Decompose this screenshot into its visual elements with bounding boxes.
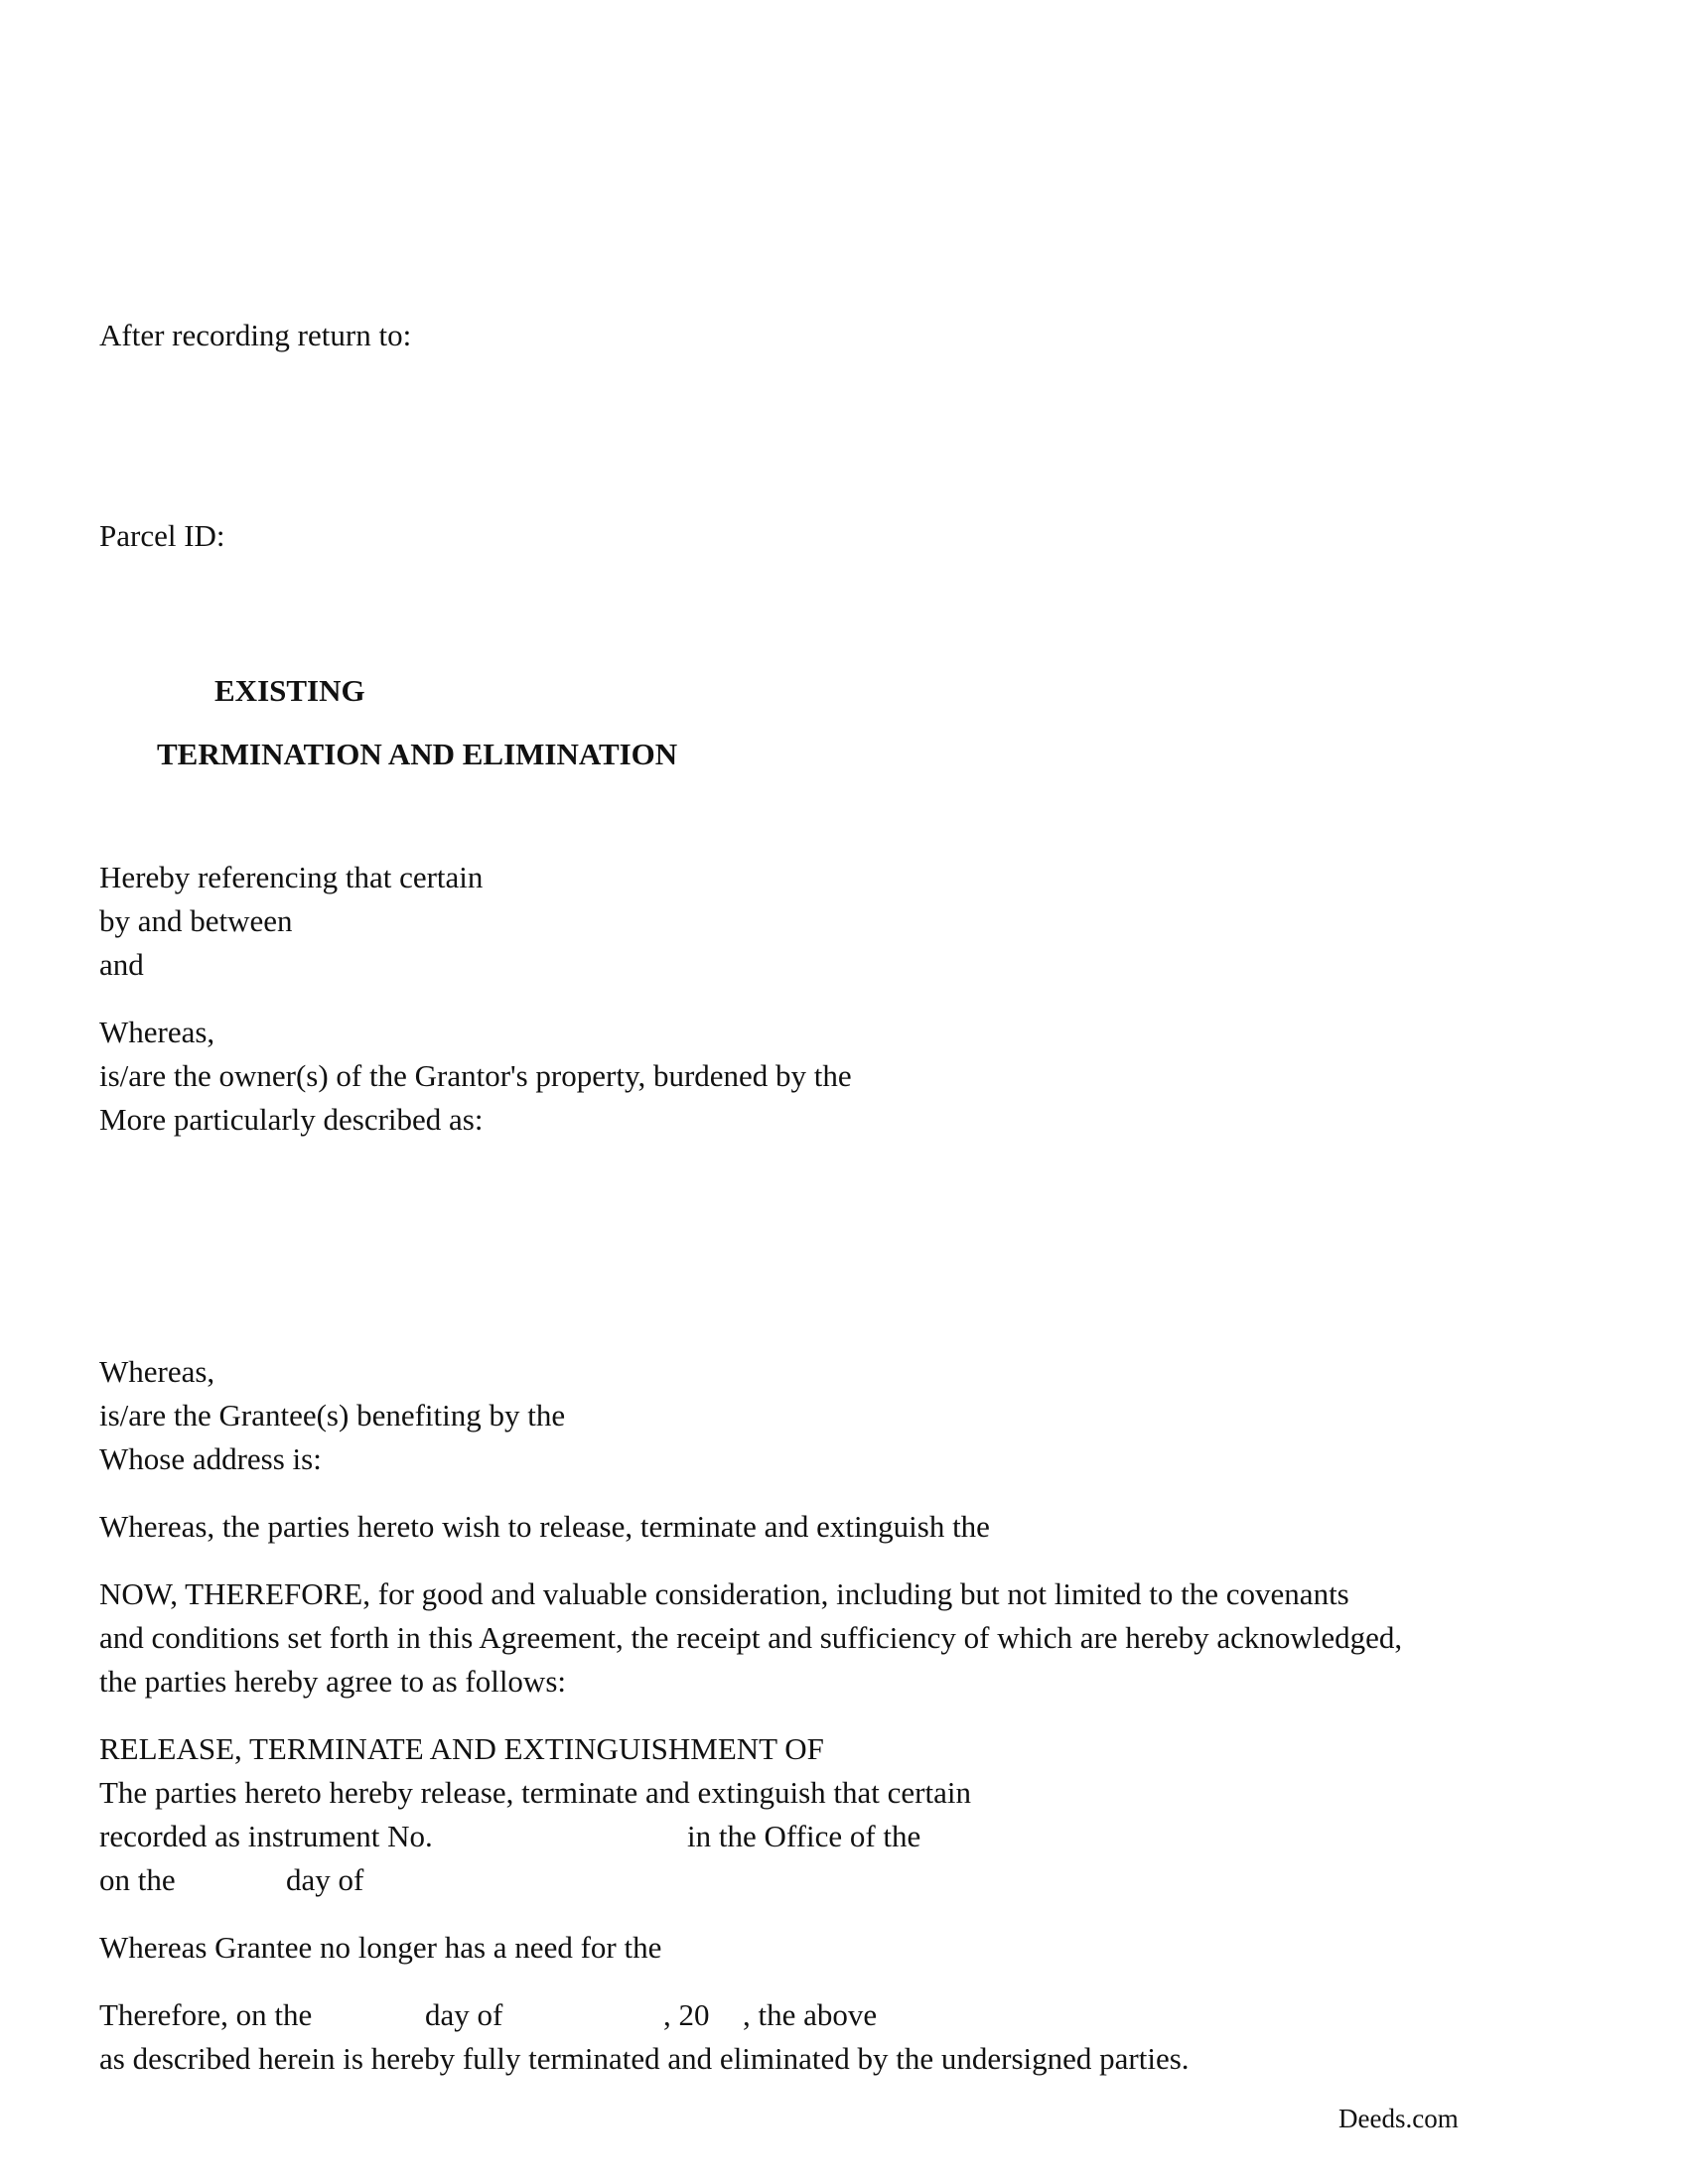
return-to-label: After recording return to: [99,318,412,352]
now-therefore-line-2: and conditions set forth in this Agreement, the receipt and sufficiency of which are hereby acknowledged, [99,1620,1403,1655]
release-heading: RELEASE, TERMINATE AND EXTINGUISHMENT OF [99,1731,824,1766]
grantee-benefit-line: is/are the Grantee(s) benefiting by the [99,1398,566,1433]
grantor-owner-line: is/are the owner(s) of the Grantor's property, burdened by the [99,1058,852,1093]
now-therefore-line-1: NOW, THEREFORE, for good and valuable consideration, including but not limited to the covenants [99,1576,1349,1611]
title-line-2: TERMINATION AND ELIMINATION [157,737,678,771]
reference-line-3: and [99,947,144,982]
deeds-brand-footer: Deeds.com [1338,2104,1459,2133]
title-line-1: EXISTING [214,673,365,708]
day-of-label: day of [286,1862,364,1897]
on-the-label: on the [99,1862,176,1897]
office-of-the-label: in the Office of the [687,1819,921,1853]
release-line-1: The parties hereto hereby release, terminate and extinguish that certain [99,1775,971,1810]
grantee-whereas: Whereas, [99,1354,215,1389]
reference-line-2: by and between [99,903,293,938]
grantor-described-line: More particularly described as: [99,1102,484,1137]
therefore-day-of: day of [425,1997,503,2032]
grantee-address-line: Whose address is: [99,1441,322,1476]
recorded-instrument-label: recorded as instrument No. [99,1819,433,1853]
no-need-line: Whereas Grantee no longer has a need for the [99,1930,662,1965]
now-therefore-line-3: the parties hereby agree to as follows: [99,1664,566,1699]
therefore-suffix: , the above [743,1997,878,2032]
wish-paragraph: Whereas, the parties hereto wish to release, terminate and extinguish the [99,1509,990,1544]
grantor-whereas: Whereas, [99,1015,215,1049]
therefore-line-2: as described herein is hereby fully terminated and eliminated by the undersigned parties. [99,2041,1190,2076]
therefore-prefix: Therefore, on the [99,1997,313,2032]
parcel-id-label: Parcel ID: [99,518,225,553]
reference-line-1: Hereby referencing that certain [99,860,484,894]
therefore-year: , 20 [663,1997,710,2032]
